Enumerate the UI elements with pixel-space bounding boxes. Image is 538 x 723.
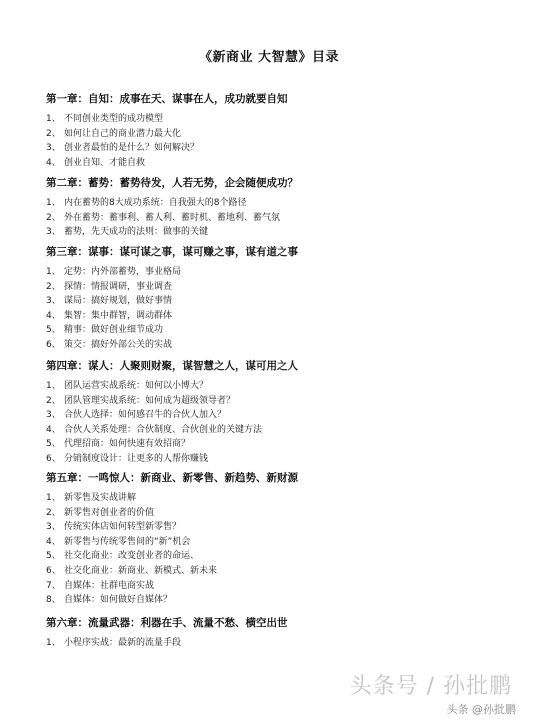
list-item: 6、 策交：搞好外部公关的实战: [46, 339, 173, 350]
document-title: 《新商业 大智慧》目录: [198, 50, 340, 65]
list-item: 4、 创业自知、才能自救: [46, 157, 146, 168]
list-item: 2、 外在蓄势：蓄事利、蓄人利、蓄时机、蓄地利、蓄气氛: [46, 212, 281, 223]
list-item: 5、 精事：做好创业细节成功: [46, 325, 164, 336]
list-item: 1、 小程序实战：最新的流量手段: [46, 638, 182, 648]
watermark-author-text: 头条 @孙批鹏: [446, 703, 516, 716]
chapter-3: [46, 243, 506, 353]
list-item: 5、 代理招商：如何快速有效招商？: [46, 439, 191, 450]
chapter-title: 第六章：流量武器：利器在手、流量不愁、横空出世: [46, 617, 288, 629]
list-item: 3、 创业者最怕的是什么？如何解决？: [46, 143, 200, 154]
list-item: 1、 定势：内外部蓄势，事业格局: [46, 267, 182, 277]
list-item: 3、 合伙人选择：如何感召牛的合伙人加入？: [46, 410, 227, 421]
watermark: [310, 669, 520, 717]
list-item: 1、 团队运营实战系统：如何以小博大？: [46, 381, 209, 391]
chapter-1: [46, 90, 506, 170]
list-item: 4、 新零售与传统零售间的“新”机会: [46, 536, 191, 547]
list-item: 5、 社交化商业：改变创业者的命运、: [46, 551, 200, 562]
watermark-main-text: 头条号 / 孙批鹏: [349, 674, 512, 699]
list-item: 2、 如何让自己的商业潜力最大化: [46, 128, 182, 139]
list-item: 6、 分销制度设计：让更多的人帮你赚钱: [46, 453, 209, 464]
chapter-2: [46, 174, 506, 240]
list-item: 4、 合伙人关系处理：合伙制度、合伙创业的关键方法: [46, 424, 263, 435]
list-item: 6、 社交化商业：新商业、新模式、新未来: [46, 565, 218, 576]
list-item: 2、 团队管理实战系统：如何成为超级领导者？: [46, 395, 236, 406]
list-item: 3、 谋局：搞好规划，做好事情: [46, 296, 173, 307]
chapter-title: 第五章：一鸣惊人：新商业、新零售、新趋势、新财源: [46, 472, 298, 484]
list-item: 4、 集智：集中群智，调动群体: [46, 310, 173, 321]
list-item: 1、 内在蓄势的8大成功系统：自我强大的8个路径: [46, 198, 247, 208]
chapter-5: [46, 469, 506, 608]
list-item: 8、 自媒体：如何做好自媒体？: [46, 595, 173, 606]
chapter-title: 第二章：蓄势：蓄势待发，人若无势，企会随便成功？: [46, 177, 298, 189]
chapter-title: 第三章：谋事：谋可谋之事，谋可赚之事，谋有道之事: [46, 246, 298, 258]
list-item: 2、 探情：情报调研，事业调查: [46, 281, 173, 292]
chapter-title: 第一章：自知：成事在天、谋事在人，成功就要自知: [46, 93, 288, 105]
list-item: 3、 传统实体店如何转型新零售？: [46, 522, 182, 533]
list-item: 1、 新零售及实战讲解: [46, 493, 137, 503]
list-item: 3、 蓄势，先天成功的法则：做事的关键: [46, 227, 209, 238]
list-item: 7、 自媒体：社群电商实战: [46, 580, 155, 591]
chapter-4: [46, 357, 506, 467]
chapter-6: [46, 614, 506, 651]
chapter-title: 第四章：谋人：人聚则财聚，谋智慧之人，谋可用之人: [46, 360, 298, 372]
list-item: 2、 新零售对创业者的价值: [46, 507, 155, 518]
list-item: 1、 不同创业类型的成功模型: [46, 114, 164, 124]
